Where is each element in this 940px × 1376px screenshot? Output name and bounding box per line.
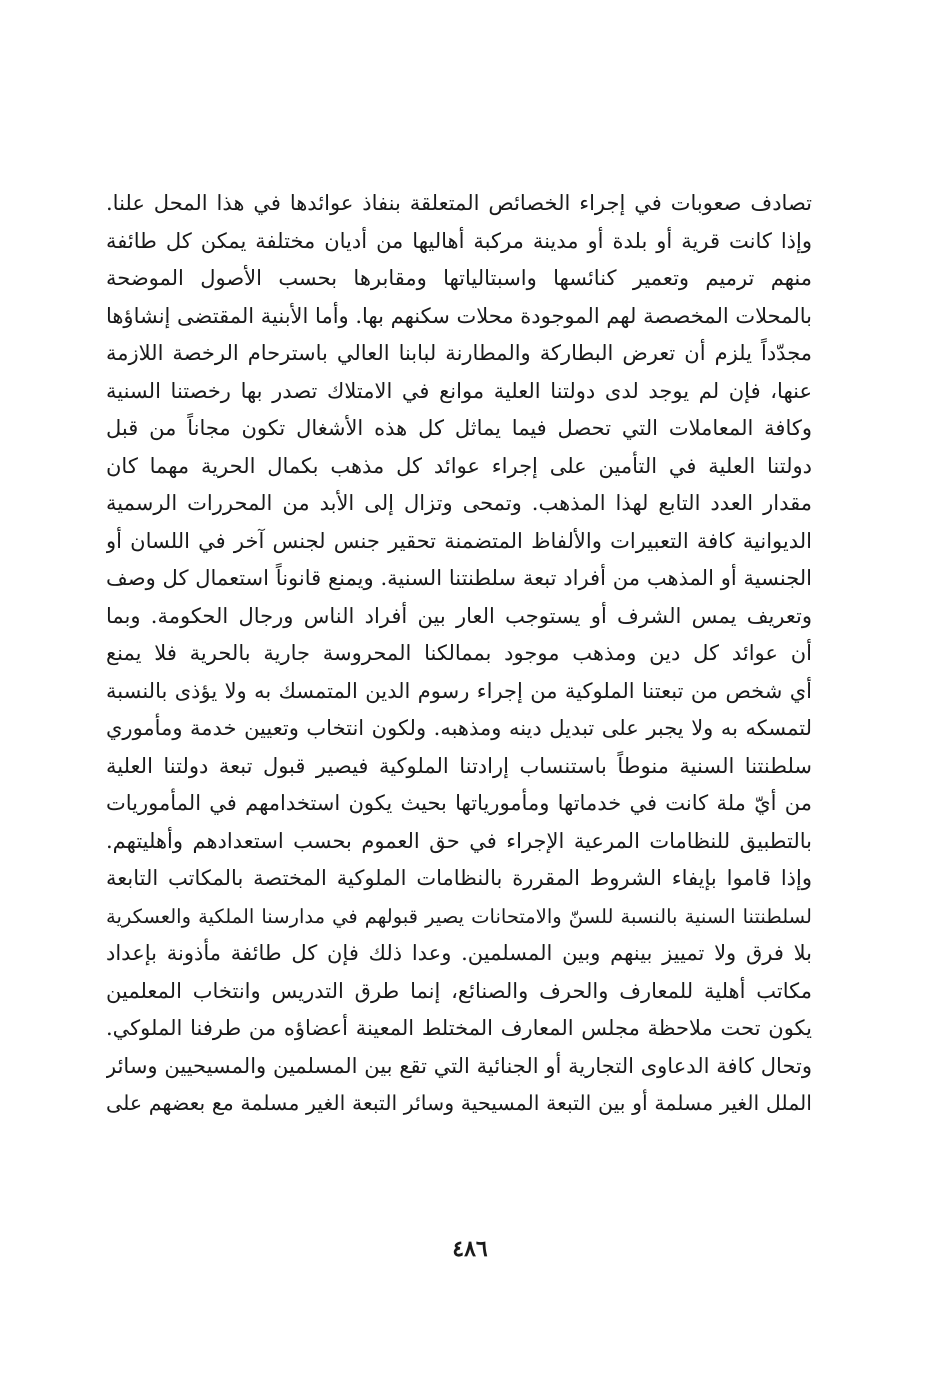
text-line: وتحال كافة الدعاوى التجارية أو الجنائية التي تقع بين المسلمين والمسيحيين وسائر (106, 1053, 812, 1078)
page-number: ٤٨٦ (452, 1236, 488, 1262)
text-line: لسلطنتنا السنية بالنسبة للسنّ والامتحانات يصير قبولهم في مدارسنا الملكية والعسكرية (106, 904, 812, 928)
text-line: يكون تحت ملاحظة مجلس المعارف المختلط المعينة أعضاؤه من طرفنا الملوكي. (106, 1016, 812, 1040)
text-line: لتمسكه به ولا يجبر على تبديل دينه ومذهبه. ولكون انتخاب وتعيين خدمة ومأموري (106, 716, 812, 740)
body-text (106, 185, 812, 1123)
text-line: من أيّ ملة كانت في خدماتها ومأمورياتها بحيث يكون استخدامهم في المأموريات (106, 791, 812, 815)
text-line: وكافة المعاملات التي تحصل فيما يماثل كل هذه الأشغال تكون مجاناً من قبل (106, 416, 812, 440)
text-line: منهم ترميم وتعمير كنائسها واسبتالياتها ومقابرها بحسب الأصول الموضحة (106, 266, 812, 290)
text-line: بالتطبيق للنظامات المرعية الإجراء في حق العموم بحسب استعدادهم وأهليتهم. (106, 828, 812, 853)
text-line: أي شخص من تبعتنا الملوكية من إجراء رسوم الدين المتمسك به ولا يؤذى بالنسبة (106, 678, 812, 703)
text-line: دولتنا العلية في التأمين على إجراء عوائد كل مذهب بكمال الحرية مهما كان (106, 453, 812, 478)
text-line: عنها، فإن لم يوجد لدى دولتنا العلية موانع في الامتلاك تصدر بها رخصتنا السنية (106, 378, 812, 403)
text-line: بلا فرق ولا تمييز بينهم وبين المسلمين. وعدا ذلك فإن كل طائفة مأذونة بإعداد (106, 941, 812, 965)
text-line: مكاتب أهلية للمعارف والحرف والصنائع، إنما طرق التدريس وانتخاب المعلمين (106, 978, 812, 1003)
text-line: وتعريف يمس الشرف أو يستوجب العار بين أفراد الناس ورجال الحكومة. وبما (106, 603, 812, 628)
text-line: مقدار العدد التابع لهذا المذهب. وتمحى وتزال إلى الأبد من المحررات الرسمية (106, 491, 812, 515)
text-line: الملل الغير مسلمة أو بين التبعة المسيحية وسائر التبعة الغير مسلمة مع بعضهم على (106, 1091, 812, 1115)
text-line: الجنسية أو المذهب من أفراد تبعة سلطنتنا السنية. ويمنع قانوناً استعمال كل وصف (106, 566, 812, 590)
text-line: سلطنتنا السنية منوطاً باستنساب إرادتنا الملوكية فيصير قبول تبعة دولتنا العلية (106, 753, 812, 778)
text-line: وإذا قاموا بإيفاء الشروط المقررة بالنظامات الملوكية المختصة بالمكاتب التابعة (106, 866, 812, 890)
text-line: بالمحلات المخصصة لهم الموجودة محلات سكنهم بها. وأما الأبنية المقتضى إنشاؤها (106, 303, 812, 328)
text-line: وإذا كانت قرية أو بلدة أو مدينة مركبة أهاليها من أديان مختلفة يمكن كل طائفة (106, 228, 812, 253)
text-line: أن عوائد كل دين ومذهب موجود بممالكنا المحروسة جارية بالحرية فلا يمنع (106, 641, 812, 665)
text-line: الديوانية كافة التعبيرات والألفاظ المتضمنة تحقير جنس لجنس آخر في اللسان أو (106, 528, 812, 553)
text-line: مجدّداً يلزم أن تعرض البطاركة والمطارنة لبابنا العالي باسترحام الرخصة اللازمة (106, 341, 812, 365)
text-line: تصادف صعوبات في إجراء الخصائص المتعلقة بنفاذ عوائدها في هذا المحل علنا. (106, 191, 812, 215)
